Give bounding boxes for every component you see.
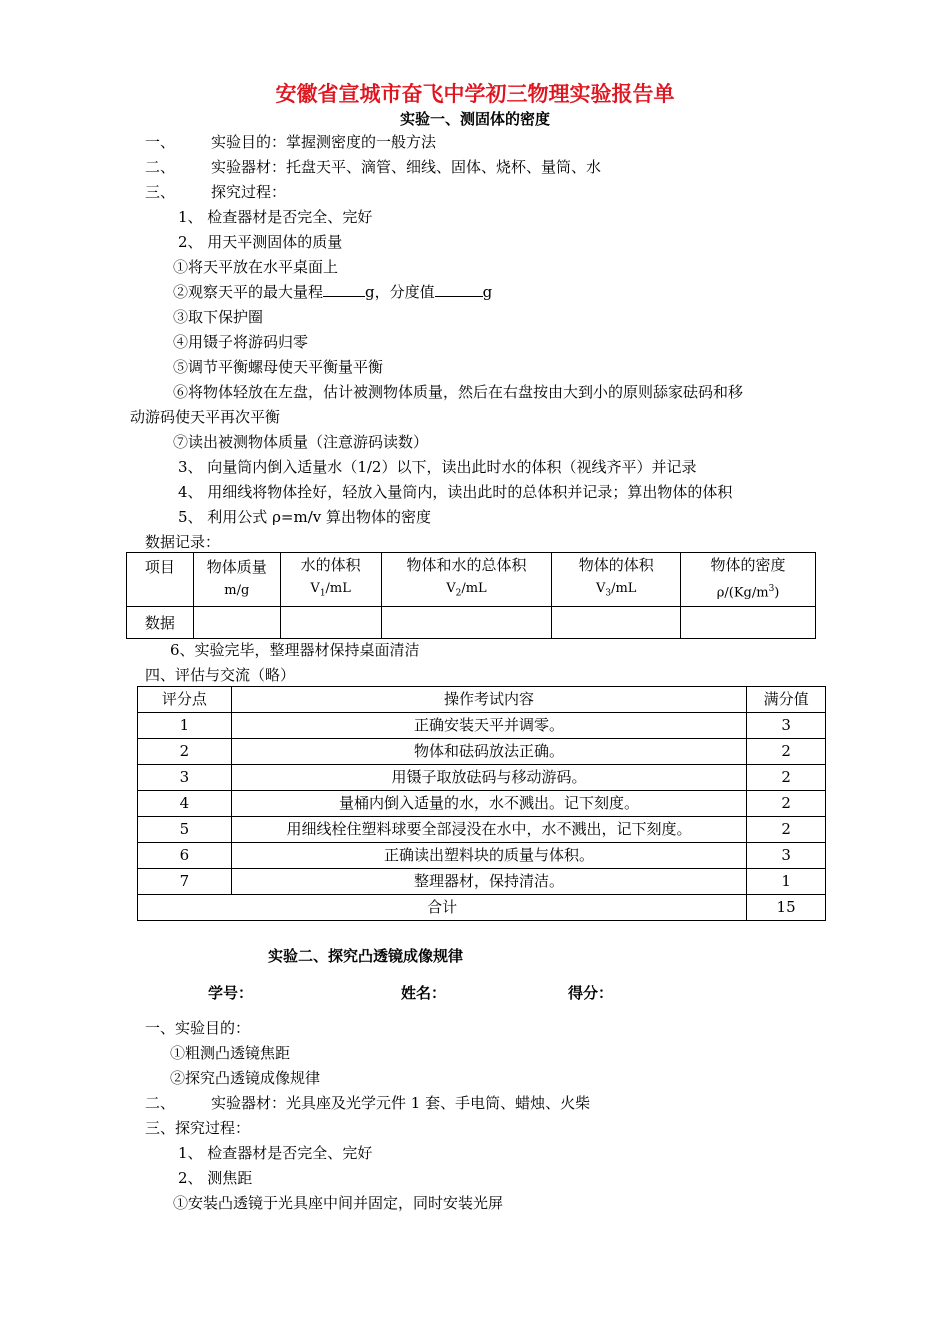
step-4: 4、 用细线将物体拴好，轻放入量筒内，读出此时的总体积并记录；算出物体的体积	[178, 483, 733, 501]
table-row: 3 用镊子取放砝码与移动游码。 2	[138, 765, 826, 791]
substep-5: ⑤调节平衡螺母使天平衡量平衡	[173, 358, 384, 376]
experiment-one-heading: 实验一、测固体的密度	[399, 110, 550, 128]
student-name-label: 姓名：	[401, 984, 447, 1002]
score-table	[137, 686, 826, 921]
cell-total-volume-input[interactable]	[381, 606, 552, 638]
section-purpose	[145, 132, 436, 152]
section-text: 实验目的：掌握测密度的一般方法	[211, 133, 437, 151]
exp2-section-process: 三、探究过程：	[145, 1119, 251, 1137]
substep-7: ⑦读出被测物体质量（注意游码读数）	[173, 433, 429, 451]
table-row: 2 物体和砝码放法正确。 2	[138, 739, 826, 765]
total-score: 15	[747, 895, 826, 921]
division-value-blank[interactable]	[435, 282, 483, 297]
total-row	[138, 895, 826, 921]
header-density: 物体的密度 $\rho/(Kg/m^3)$	[681, 553, 816, 607]
step-1: 1、 检查器材是否完全、完好	[178, 208, 373, 226]
total-label: 合计	[138, 895, 747, 921]
substep-6-cont: 动游码使天平再次平衡	[130, 408, 281, 426]
header-object-volume: 物体的体积 $V_3/mL$	[552, 553, 681, 607]
header-mass: 物体质量 m/g	[193, 553, 280, 607]
substep-4: ④用镊子将游码归零	[173, 333, 309, 351]
data-record-table	[126, 552, 816, 639]
student-id-label: 学号：	[208, 984, 254, 1002]
step-5: 5、 利用公式 ρ=m/v 算出物体的密度	[178, 508, 431, 526]
header-water-volume: 水的体积 $V_1/mL$	[280, 553, 381, 607]
data-record-label: 数据记录：	[145, 533, 221, 551]
exp2-step-1: 1、 检查器材是否完全、完好	[178, 1144, 373, 1162]
section-equipment	[145, 157, 601, 177]
row-label-data: 数据	[127, 606, 194, 638]
substep-text: g	[482, 283, 493, 301]
exp2-section-purpose: 一、实验目的：	[145, 1019, 251, 1037]
substep-text: ②观察天平的最大量程	[173, 283, 324, 301]
step-2: 2、 用天平测固体的质量	[178, 233, 343, 251]
table-row: 5 用细线栓住塑料球要全部浸没在水中，水不溅出，记下刻度。 2	[138, 817, 826, 843]
substep-2	[173, 282, 492, 302]
exp2-step-2: 2、 测焦距	[178, 1169, 253, 1187]
section-text: 实验器材：光具座及光学元件 1 套、手电筒、蜡烛、火柴	[211, 1094, 591, 1112]
header-full-score: 满分值	[747, 687, 826, 713]
header-total-volume: 物体和水的总体积 $V_2/mL$	[381, 553, 552, 607]
cell-mass-input[interactable]	[193, 606, 280, 638]
header-content: 操作考试内容	[231, 687, 746, 713]
exp2-purpose-1: ①粗测凸透镜焦距	[170, 1044, 291, 1062]
table-row: 6 正确读出塑料块的质量与体积。 3	[138, 843, 826, 869]
exp2-substep-1: ①安装凸透镜于光具座中间并固定，同时安装光屏	[173, 1194, 504, 1212]
section-process	[145, 182, 286, 202]
section-number: 二、	[145, 1094, 176, 1112]
header-item: 项目	[127, 553, 194, 607]
section-text: 实验器材：托盘天平、滴管、细线、固体、烧杯、量筒、水	[211, 158, 602, 176]
exp2-purpose-2: ②探究凸透镜成像规律	[170, 1069, 321, 1087]
section-number: 一、	[145, 133, 176, 151]
header-score-point: 评分点	[138, 687, 232, 713]
substep-3: ③取下保护圈	[173, 308, 264, 326]
step-6: 6、实验完毕，整理器材保持桌面清洁	[170, 641, 420, 659]
table-row: 7 整理器材，保持清洁。 1	[138, 869, 826, 895]
table-row: 1 正确安装天平并调零。 3	[138, 713, 826, 739]
section-number: 二、	[145, 158, 176, 176]
section-number: 三、	[145, 183, 176, 201]
substep-6: ⑥将物体轻放在左盘，估计被测物体质量，然后在右盘按由大到小的原则舔家砝码和移	[173, 383, 744, 401]
section-evaluation: 四、评估与交流（略）	[145, 666, 296, 684]
score-label: 得分：	[568, 984, 614, 1002]
document-title: 安徽省宣城市奋飞中学初三物理实验报告单	[275, 82, 675, 106]
max-range-blank[interactable]	[323, 282, 365, 297]
exp2-section-equipment	[145, 1093, 590, 1113]
substep-text: g，分度值	[365, 283, 435, 301]
cell-density-input[interactable]	[681, 606, 816, 638]
section-text: 探究过程：	[211, 183, 287, 201]
table-row: 4 量桶内倒入适量的水，水不溅出。记下刻度。 2	[138, 791, 826, 817]
cell-object-volume-input[interactable]	[552, 606, 681, 638]
substep-1: ①将天平放在水平桌面上	[173, 258, 339, 276]
step-3: 3、 向量筒内倒入适量水（1/2）以下，读出此时水的体积（视线齐平）并记录	[178, 458, 697, 476]
experiment-two-heading: 实验二、探究凸透镜成像规律	[268, 947, 464, 965]
cell-water-volume-input[interactable]	[280, 606, 381, 638]
